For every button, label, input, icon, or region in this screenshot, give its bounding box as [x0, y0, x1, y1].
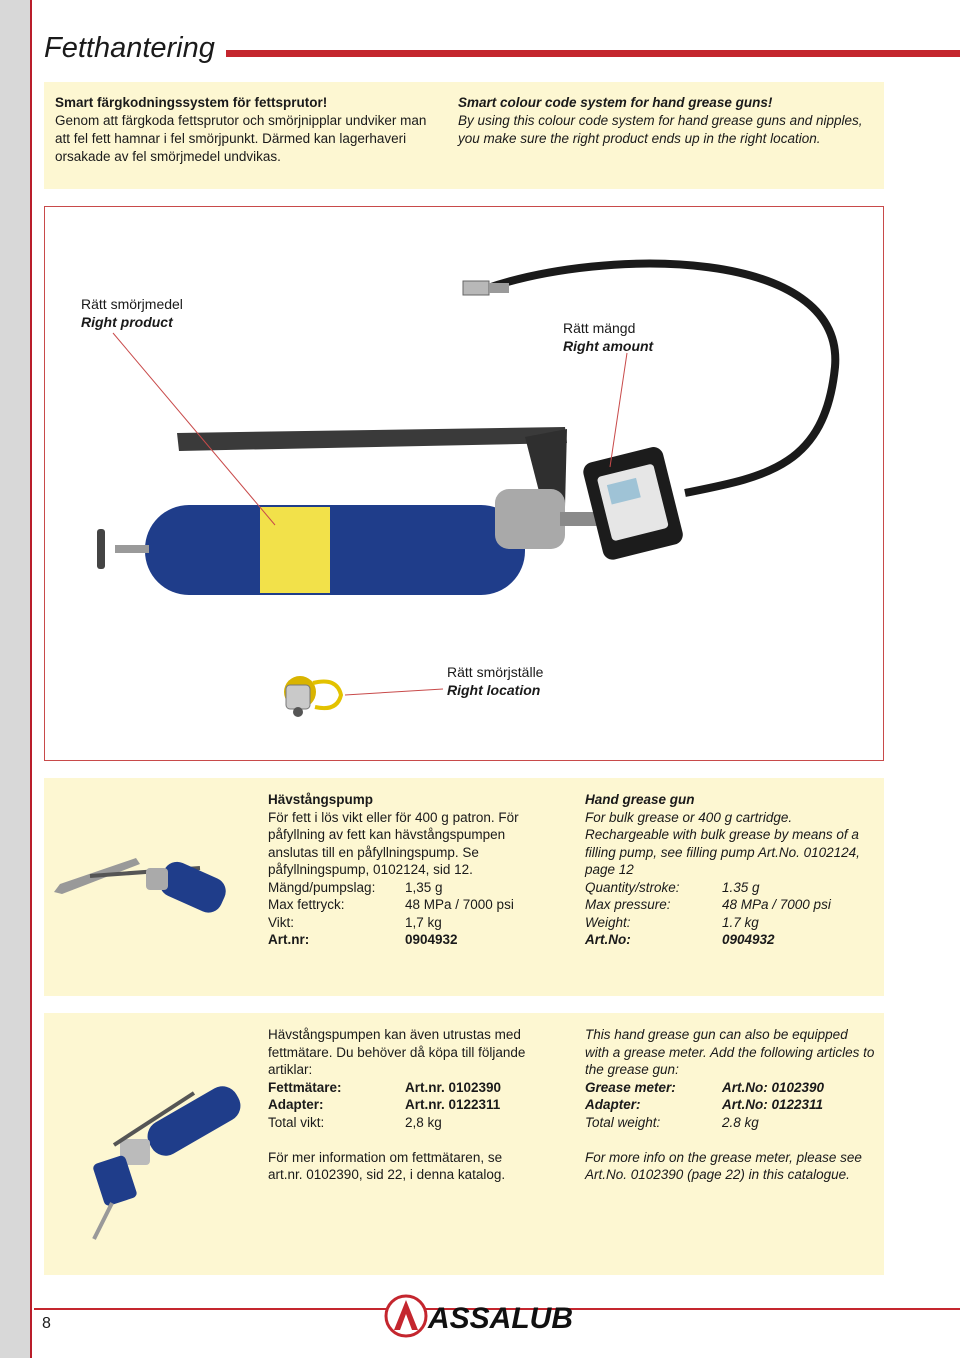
spec-label: Vikt:: [268, 914, 295, 930]
artnr-row: [585, 931, 875, 949]
spec-label: Quantity/stroke:: [585, 879, 680, 895]
gun-with-meter-thumbnail: [84, 1063, 254, 1243]
artnr-value: 0904932: [722, 932, 775, 947]
callout-right-amount: [563, 319, 653, 355]
spec-row: [268, 896, 536, 914]
callout-right-product: [81, 295, 183, 331]
meter-swedish: [268, 1026, 536, 1184]
item-value: Art.nr. 0122311: [405, 1097, 501, 1112]
meter-en-text: This hand grease gun can also be equipped with a grease meter. Add the following articles to the grease gun:: [585, 1027, 875, 1077]
spec-label: Weight:: [585, 914, 631, 930]
product-sv-text: För fett i lös vikt eller för 400 g patron. För påfyllning av fett kan hävstångspumpen anslutas till en påfyllningspump. Se påfyllningspump, 0102124, sid 12.: [268, 809, 519, 877]
meter-en-more: For more info on the grease meter, please see Art.No. 0102390 (page 22) in this catalogue.: [585, 1149, 862, 1182]
intro-sv-heading: Smart färgkodningssystem för fettsprutor!: [55, 95, 328, 110]
callout-line-amount: [610, 353, 627, 467]
spec-row: [585, 896, 875, 914]
total-label: Total weight:: [585, 1114, 661, 1130]
item-value: Art.No: 0102390: [722, 1079, 825, 1095]
spec-value: 48 MPa / 7000 psi: [722, 897, 831, 912]
intro-english: [458, 94, 868, 148]
callout-amount-sv: Rätt mängd: [563, 320, 636, 336]
product-en-heading: Hand grease gun: [585, 792, 695, 807]
intro-swedish: [55, 94, 435, 166]
plunger-rod: [115, 545, 149, 553]
total-row: [585, 1114, 875, 1132]
gun-head: [495, 489, 565, 549]
item-label: Fettmätare:: [268, 1079, 342, 1095]
spec-row: [585, 914, 875, 932]
meter-item-row: [585, 1096, 875, 1114]
artnr-label: Art.No:: [585, 932, 631, 947]
artnr-label: Art.nr:: [268, 932, 310, 947]
callout-amount-en: Right amount: [563, 338, 654, 354]
intro-sv-text: Genom att färgkoda fettsprutor och smörjnipplar undviker man att fel fett hamnar i fel smörjpunkt. Därmed kan lagerhaveri orsakade av fel smörjmedel undvikas.: [55, 113, 427, 164]
spec-value: 1.7 kg: [722, 914, 759, 930]
spec-label: Mängd/pumpslag:: [268, 879, 376, 895]
callout-line-product: [113, 333, 275, 525]
callout-location-sv: Rätt smörjställe: [447, 664, 544, 680]
product-english: [585, 791, 875, 949]
page-title: Fetthantering: [44, 32, 215, 64]
product-box: [44, 778, 884, 996]
spec-row: [585, 879, 875, 897]
spec-value: 48 MPa / 7000 psi: [405, 897, 514, 912]
title-rule: [226, 50, 960, 57]
item-label: Grease meter:: [585, 1079, 676, 1095]
logo-wordmark: ASSALUB: [428, 1302, 574, 1335]
meter-item-row: [585, 1079, 875, 1097]
intro-box: [44, 82, 884, 189]
hose-fitting: [489, 283, 509, 293]
callout-right-location: [447, 663, 543, 699]
left-margin-bar: [0, 0, 30, 1358]
total-value: 2,8 kg: [405, 1114, 442, 1130]
spec-row: [268, 914, 536, 932]
meter-item-row: [268, 1079, 536, 1097]
artnr-value: 0904932: [405, 932, 458, 947]
meter-sv-more: För mer information om fettmätaren, se art.nr. 0102390, sid 22, i denna katalog.: [268, 1149, 506, 1182]
left-margin-accent: [30, 0, 32, 1358]
page-number: 8: [42, 1315, 51, 1332]
item-label: Adapter:: [268, 1097, 324, 1112]
assalub-logo: [384, 1292, 574, 1340]
grease-meter: [581, 445, 685, 562]
grease-gun-photo: [44, 206, 884, 761]
total-row: [268, 1114, 536, 1132]
spec-value: 1.35 g: [722, 879, 760, 895]
callout-location-en: Right location: [447, 682, 541, 698]
callout-product-sv: Rätt smörjmedel: [81, 296, 183, 312]
product-swedish: [268, 791, 536, 949]
item-label: Adapter:: [585, 1097, 641, 1112]
meter-english: [585, 1026, 875, 1184]
item-value: Art.nr. 0102390: [405, 1079, 502, 1095]
item-value: Art.No: 0122311: [722, 1097, 824, 1112]
intro-en-text: By using this colour code system for hand grease guns and nipples, you make sure the right product ends up in the right location.: [458, 113, 863, 146]
gun-barrel: [145, 505, 525, 595]
product-en-text: For bulk grease or 400 g cartridge. Rechargeable with bulk grease by means of a filling pump, see filling pump Art.No. 0102124, page 12: [585, 809, 860, 877]
total-value: 2.8 kg: [722, 1114, 759, 1130]
product-sv-heading: Hävstångspump: [268, 792, 374, 807]
spec-label: Max pressure:: [585, 897, 671, 912]
meter-sv-text: Hävstångspumpen kan även utrustas med fettmätare. Du behöver då köpa till följande artiklar:: [268, 1027, 526, 1077]
spec-value: 1,7 kg: [405, 914, 442, 930]
callout-product-en: Right product: [81, 314, 173, 330]
plunger-handle: [97, 529, 105, 569]
lever-handle: [177, 427, 567, 451]
intro-en-heading: Smart colour code system for hand grease guns!: [458, 95, 773, 110]
lever-gun-thumbnail: [50, 828, 250, 948]
grease-nipple: [284, 676, 341, 717]
spec-value: 1,35 g: [405, 879, 443, 895]
spec-label: Max fettryck:: [268, 897, 345, 912]
callout-line-location: [345, 689, 443, 695]
total-label: Total vikt:: [268, 1114, 325, 1130]
hose-coupler: [463, 281, 489, 295]
spec-row: [268, 879, 536, 897]
meter-box: [44, 1013, 884, 1275]
artnr-row: [268, 931, 536, 949]
meter-item-row: [268, 1096, 536, 1114]
